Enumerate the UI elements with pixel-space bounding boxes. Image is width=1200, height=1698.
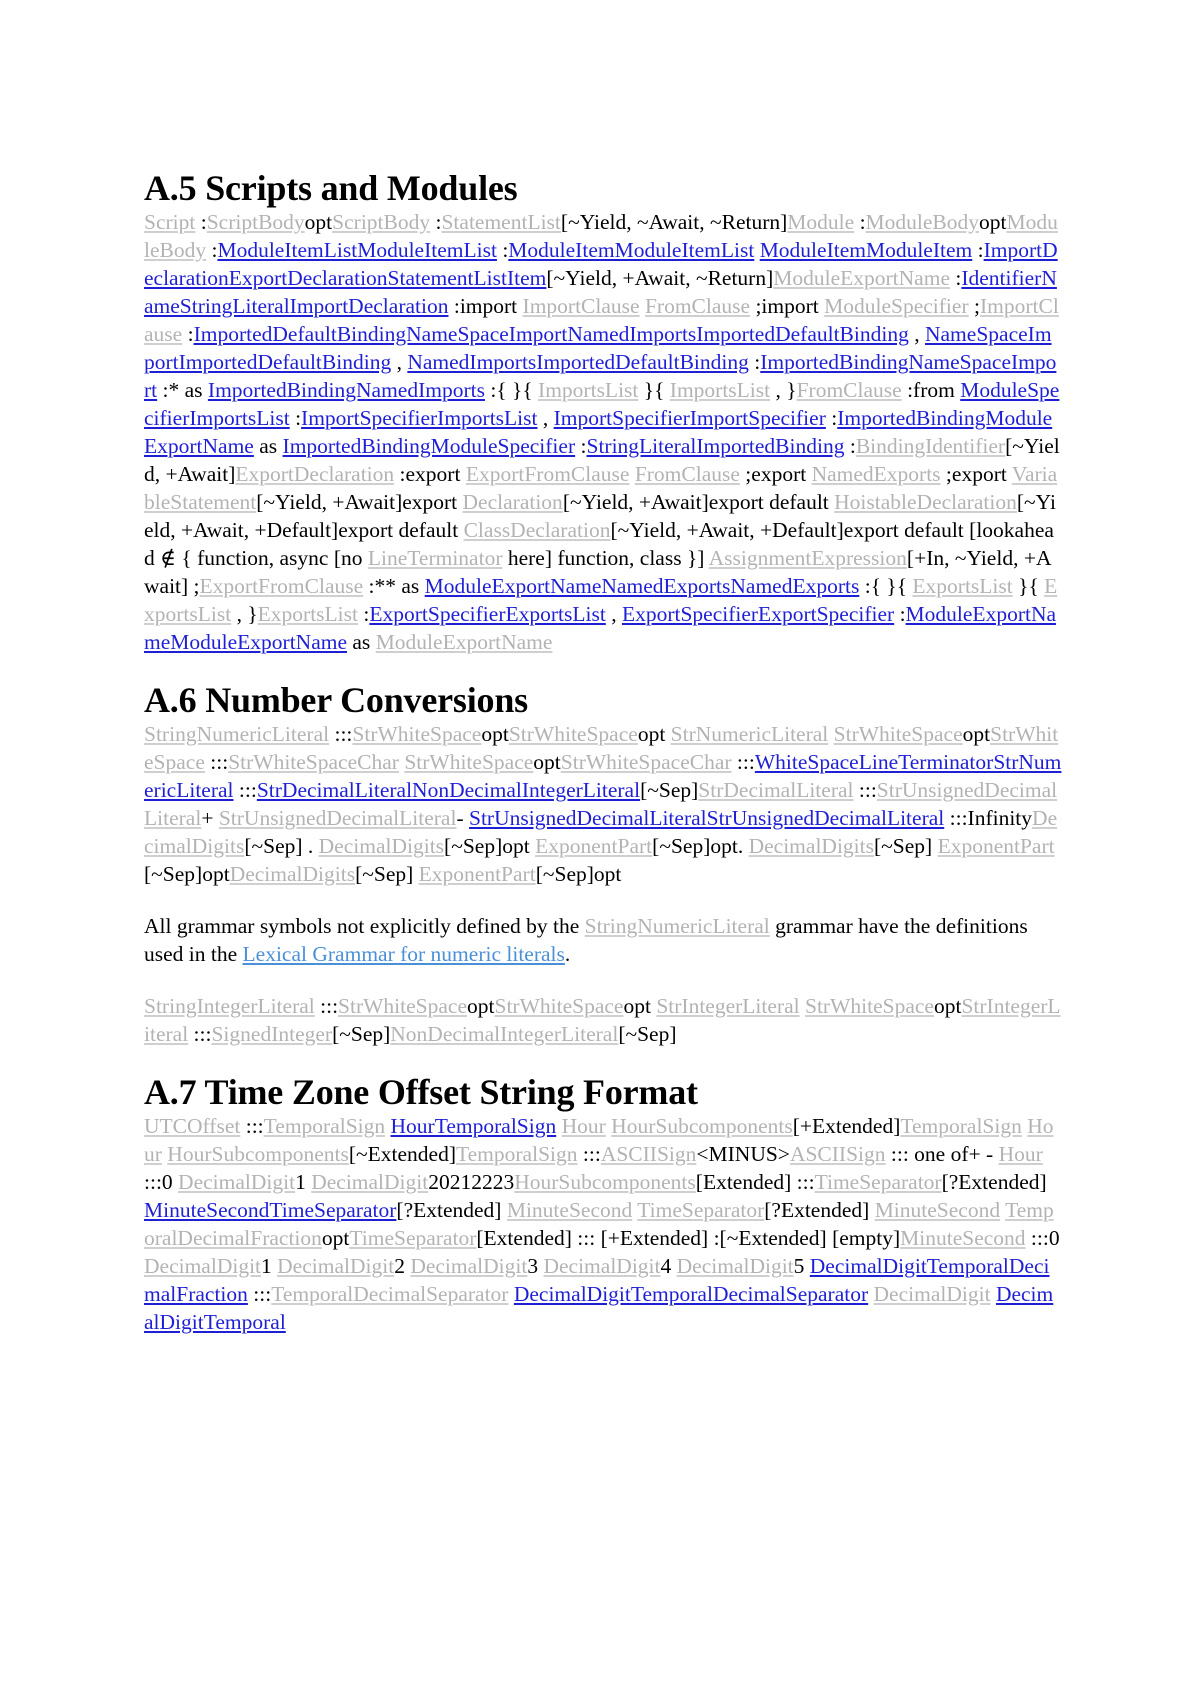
grammar-text: : (289, 406, 302, 430)
grammar-symbol-link[interactable]: ExportDeclaration (235, 462, 395, 486)
grammar-symbol-link[interactable]: TemporalSign (263, 1114, 386, 1138)
grammar-symbol-link[interactable]: HourSubcomponents (514, 1170, 696, 1194)
grammar-symbol-link[interactable]: ModuleExportNameModuleExportName (144, 602, 1057, 654)
grammar-text: ::: (314, 994, 339, 1018)
grammar-text: [+In, ~Yield, +Await] ; (144, 546, 1052, 598)
grammar-text: [Extended] ::: [+Extended] :[~Extended] [empty] (476, 1226, 901, 1250)
grammar-text: [~Sep] . (244, 834, 319, 858)
grammar-text: , (537, 406, 554, 430)
grammar-symbol-link[interactable]: ImportedBindingNamedImports (207, 378, 485, 402)
grammar-text: ; (968, 294, 980, 318)
grammar-symbol-link[interactable]: ModuleItemModuleItemList (508, 238, 755, 262)
grammar-symbol-link[interactable]: VariableStatement (144, 462, 1058, 514)
grammar-symbol-link[interactable]: ImportedBindingNameSpaceImport (144, 350, 1057, 402)
grammar-symbol-link[interactable]: StrIntegerLiteral (656, 994, 800, 1018)
grammar-text: ::: (188, 1022, 212, 1046)
grammar-text: :::0 (1025, 1226, 1060, 1250)
grammar-symbol-link[interactable]: ModuleExportName (773, 266, 950, 290)
grammar-text: , } (231, 602, 258, 626)
grammar-text: + (201, 806, 219, 830)
section-heading-number-conversions: A.6 Number Conversions (144, 680, 528, 720)
grammar-text: ::: (204, 750, 229, 774)
grammar-symbol-link[interactable]: IdentifierNameStringLiteralImportDeclaration (144, 266, 1057, 318)
grammar-text: ::: (853, 778, 877, 802)
grammar-text: ;export (739, 462, 812, 486)
grammar-symbol-link[interactable]: ImportSpecifierImportsList (301, 406, 538, 430)
grammar-symbol-link[interactable]: StringNumericLiteral (144, 722, 330, 746)
grammar-symbol-link[interactable]: StrDecimalLiteral (698, 778, 854, 802)
grammar-symbol-link[interactable]: ScriptBody (332, 210, 431, 234)
grammar-symbol-link[interactable]: StringIntegerLiteral (144, 994, 315, 1018)
grammar-symbol-link[interactable]: ImportedDefaultBindingNameSpaceImportNamedImportsImportedDefaultBinding (193, 322, 909, 346)
grammar-text: : (825, 406, 838, 430)
grammar-symbol-link[interactable]: ASCIISign (789, 1142, 886, 1166)
grammar-symbol-link[interactable]: StrUnsignedDecimalLiteral (218, 806, 457, 830)
grammar-symbol-link[interactable]: DecimalDigit (676, 1254, 794, 1278)
grammar-symbol-link[interactable]: HourSubcomponents (167, 1142, 349, 1166)
grammar-symbol-link[interactable]: DecimalDigit (144, 1254, 262, 1278)
grammar-block-string-integer-literal (144, 992, 1062, 1048)
grammar-symbol-link[interactable]: DecimalDigit (311, 1170, 429, 1194)
grammar-symbol-link[interactable]: DecimalDigits (748, 834, 874, 858)
grammar-symbol-link[interactable]: HourSubcomponents (611, 1114, 793, 1138)
grammar-symbol-link[interactable]: ScriptBody (206, 210, 305, 234)
grammar-text: [~Extended] (348, 1142, 456, 1166)
grammar-symbol-link[interactable]: ModuleSpecifierImportsList (144, 378, 1060, 430)
grammar-symbol-link[interactable]: BindingIdentifier (855, 434, 1006, 458)
grammar-text: [~Sep]opt (444, 834, 536, 858)
grammar-text: [~Yield, +Await, +Default]export default [lookahead ∉ { function, async [no (144, 518, 1054, 570)
grammar-symbol-link[interactable]: StrWhiteSpace (833, 722, 963, 746)
grammar-symbol-link[interactable]: FromClause (644, 294, 751, 318)
section-heading-scripts-modules: A.5 Scripts and Modules (144, 168, 518, 208)
document-page (144, 168, 1062, 1336)
grammar-symbol-link[interactable]: ModuleSpecifier (824, 294, 969, 318)
grammar-symbol-link[interactable]: Declaration (462, 490, 563, 514)
grammar-text: ::: (577, 1142, 601, 1166)
grammar-symbol-link[interactable]: ExportsList (257, 602, 358, 626)
grammar-text: : (430, 210, 442, 234)
grammar-text: ::: (329, 722, 353, 746)
grammar-symbol-link[interactable]: DecimalDigitTemporalDecimalFraction (144, 1254, 1050, 1306)
grammar-symbol-link[interactable]: Hour (561, 1114, 606, 1138)
grammar-text: opt (304, 210, 333, 234)
grammar-text: [~Sep] (618, 1022, 677, 1046)
grammar-text: [?Extended] (764, 1198, 875, 1222)
grammar-symbol-link[interactable]: NamedImportsImportedDefaultBinding (407, 350, 749, 374)
grammar-symbol-link[interactable]: LineTerminator (367, 546, 503, 570)
grammar-text: :export (394, 462, 466, 486)
grammar-symbol-link[interactable]: ExportFromClause (199, 574, 364, 598)
grammar-text: All grammar symbols not explicitly defined by the (144, 914, 585, 938)
grammar-symbol-link[interactable]: StringLiteralImportedBinding (586, 434, 845, 458)
grammar-text: : (894, 602, 906, 626)
grammar-symbol-link[interactable]: NonDecimalIntegerLiteral (390, 1022, 619, 1046)
grammar-text: 1 (261, 1254, 278, 1278)
grammar-text: [~Yield, +Await]export (256, 490, 463, 514)
grammar-symbol-link[interactable]: ClassDeclaration (463, 518, 611, 542)
grammar-symbol-link[interactable]: StrWhiteSpace (404, 750, 534, 774)
grammar-symbol-link[interactable]: StrWhiteSpaceChar (228, 750, 399, 774)
grammar-text: opt (321, 1226, 350, 1250)
grammar-text: [?Extended] (941, 1170, 1047, 1194)
grammar-symbol-link[interactable]: ExportsList (912, 574, 1013, 598)
grammar-text: <MINUS> (696, 1142, 790, 1166)
grammar-symbol-link[interactable]: ExportsList (144, 574, 1058, 626)
section-heading-time-zone-offset: A.7 Time Zone Offset String Format (144, 1072, 698, 1112)
grammar-symbol-link[interactable]: MinuteSecond (900, 1226, 1026, 1250)
grammar-symbol-link[interactable]: NameSpaceImportImportedDefaultBinding (144, 322, 1052, 374)
grammar-text: 5 (793, 1254, 810, 1278)
grammar-text: }{ (1012, 574, 1045, 598)
grammar-text: [~Yield, +Await, ~Return] (546, 266, 774, 290)
grammar-text: opt (467, 994, 495, 1018)
grammar-text: opt (933, 994, 962, 1018)
grammar-symbol-link[interactable]: DecimalDigit (277, 1254, 395, 1278)
grammar-text: :{ }{ (859, 574, 913, 598)
grammar-text: : (206, 238, 218, 262)
grammar-text: , (605, 602, 622, 626)
grammar-text: :* as (157, 378, 208, 402)
grammar-text: here] function, class }] (502, 546, 709, 570)
grammar-symbol-link[interactable]: ExportFromClause (465, 462, 630, 486)
grammar-text: : (854, 210, 866, 234)
grammar-symbol-link[interactable]: WhiteSpaceLineTerminatorStrNumericLiteral (144, 750, 1062, 802)
grammar-symbol-link[interactable]: TimeSeparator (814, 1170, 942, 1194)
grammar-block-scripts-modules (144, 208, 1062, 656)
grammar-text: ::: one of+ - (885, 1142, 999, 1166)
grammar-symbol-link[interactable]: ASCIISign (600, 1142, 697, 1166)
grammar-text: [+Extended] (792, 1114, 901, 1138)
grammar-symbol-link[interactable]: NamedExports (811, 462, 941, 486)
grammar-symbol-link[interactable]: ExponentPart (418, 862, 536, 886)
grammar-text: }{ (638, 378, 670, 402)
grammar-symbol-link[interactable]: ImportedBindingModuleSpecifier (282, 434, 576, 458)
grammar-text: ::: (731, 750, 755, 774)
grammar-text: 3 (527, 1254, 544, 1278)
grammar-text: :::Infinity (944, 806, 1033, 830)
grammar-text: :::0 (144, 1170, 179, 1194)
grammar-text: ::: (233, 778, 257, 802)
grammar-text: [~Sep] (873, 834, 938, 858)
grammar-block-string-numeric-literal (144, 720, 1062, 888)
grammar-symbol-link[interactable]: StrWhiteSpace (508, 722, 638, 746)
grammar-symbol-link[interactable]: StrUnsignedDecimalLiteralStrUnsignedDecimalLiteral (469, 806, 945, 830)
grammar-text: :import (448, 294, 523, 318)
grammar-symbol-link[interactable]: StrDecimalLiteralNonDecimalIntegerLiteral (256, 778, 641, 802)
grammar-symbol-link[interactable]: MinuteSecondTimeSeparator (144, 1198, 397, 1222)
grammar-text: :{ }{ (484, 378, 539, 402)
grammar-symbol-link[interactable]: TimeSeparator (637, 1198, 765, 1222)
grammar-symbol-link[interactable]: ModuleItemListModuleItemList (217, 238, 497, 262)
grammar-symbol-link[interactable]: ImportSpecifierImportSpecifier (553, 406, 826, 430)
grammar-symbol-link[interactable]: HoistableDeclaration (834, 490, 1017, 514)
grammar-text: [Extended] ::: (695, 1170, 815, 1194)
grammar-symbol-link[interactable]: Hour (998, 1142, 1043, 1166)
grammar-text: ::: (247, 1282, 272, 1306)
grammar-symbol-link[interactable]: Lexical Grammar for numeric literals (242, 942, 565, 966)
grammar-symbol-link[interactable]: ImportsList (669, 378, 771, 402)
grammar-text: ;import (750, 294, 825, 318)
grammar-symbol-link[interactable]: TemporalSign (456, 1142, 578, 1166)
grammar-symbol-link[interactable]: TemporalSign (900, 1114, 1022, 1138)
grammar-text: . (564, 942, 571, 966)
grammar-text: grammar have the definitions used in the (144, 914, 1028, 966)
grammar-symbol-link[interactable]: StrWhiteSpace (144, 722, 1059, 774)
grammar-symbol-link[interactable]: ExponentPart (535, 834, 653, 858)
grammar-symbol-link[interactable]: ModuleBody (144, 210, 1058, 262)
grammar-text: - (456, 806, 469, 830)
grammar-text: opt (481, 722, 509, 746)
grammar-symbol-link[interactable]: DecimalDigits (229, 862, 356, 886)
grammar-symbol-link[interactable]: StrWhiteSpace (494, 994, 624, 1018)
grammar-symbol-link[interactable]: ModuleExportName (375, 630, 553, 654)
grammar-text: [?Extended] (396, 1198, 507, 1222)
grammar-symbol-link[interactable]: ImportClause (522, 294, 640, 318)
grammar-symbol-link[interactable]: ModuleExportNameNamedExportsNamedExports (424, 574, 860, 598)
grammar-text: opt (962, 722, 991, 746)
grammar-symbol-link[interactable]: ModuleItemModuleItem (759, 238, 973, 262)
grammar-text: : (182, 322, 194, 346)
grammar-symbol-link[interactable]: StrIntegerLiteral (144, 994, 1061, 1046)
grammar-symbol-link[interactable]: FromClause (796, 378, 902, 402)
grammar-text: , (908, 322, 925, 346)
grammar-symbol-link[interactable]: ImportedBindingModuleExportName (144, 406, 1053, 458)
grammar-symbol-link[interactable]: MinuteSecond (874, 1198, 1001, 1222)
grammar-symbol-link[interactable]: StrWhiteSpace (804, 994, 934, 1018)
grammar-text: [~Yield, +Await]export default (562, 490, 835, 514)
grammar-text: opt (623, 994, 657, 1018)
grammar-symbol-link[interactable]: AssignmentExpression (708, 546, 907, 570)
grammar-text: :from (901, 378, 961, 402)
grammar-symbol-link[interactable]: StringNumericLiteral (584, 914, 770, 938)
grammar-text: ::: (240, 1114, 264, 1138)
grammar-symbol-link[interactable]: StrWhiteSpace (352, 722, 482, 746)
grammar-text: : (950, 266, 962, 290)
grammar-symbol-link[interactable]: DecimalDigit (873, 1282, 991, 1306)
grammar-text: as (253, 434, 283, 458)
grammar-text: opt (637, 722, 671, 746)
grammar-text: opt (533, 750, 561, 774)
grammar-symbol-link[interactable]: ImportClause (144, 294, 1059, 346)
grammar-symbol-link[interactable]: DecimalDigits (144, 806, 1058, 858)
grammar-symbol-link[interactable]: ModuleBody (865, 210, 980, 234)
grammar-text: [~Yield, ~Await, ~Return] (560, 210, 788, 234)
grammar-text: : (358, 602, 370, 626)
grammar-symbol-link[interactable]: ImportsList (538, 378, 639, 402)
grammar-text: : (195, 210, 207, 234)
grammar-symbol-link[interactable]: TemporalDecimalSeparator (271, 1282, 509, 1306)
grammar-symbol-link[interactable]: StrWhiteSpace (338, 994, 468, 1018)
grammar-text: [~Sep] (355, 862, 419, 886)
grammar-text: , (391, 350, 408, 374)
grammar-symbol-link[interactable]: DecimalDigitTemporalDecimalSeparator (513, 1282, 869, 1306)
grammar-symbol-link[interactable]: DecimalDigitTemporal (144, 1282, 1054, 1334)
grammar-text: [~Sep]opt (535, 862, 622, 886)
grammar-text: : (844, 434, 856, 458)
grammar-text: [~Sep]opt (144, 862, 230, 886)
grammar-text: : (748, 350, 761, 374)
grammar-text: : (575, 434, 587, 458)
grammar-symbol-link[interactable]: ExportSpecifierExportsList (369, 602, 606, 626)
grammar-symbol-link[interactable]: DecimalDigit (178, 1170, 296, 1194)
grammar-symbol-link[interactable]: ExportSpecifierExportSpecifier (621, 602, 895, 626)
grammar-text: as (347, 630, 376, 654)
grammar-symbol-link[interactable]: StrWhiteSpaceChar (560, 750, 732, 774)
grammar-text: 20212223 (428, 1170, 515, 1194)
note-paragraph (144, 912, 1062, 968)
grammar-text: [~Yield, +Await, +Default]export default (144, 490, 1056, 542)
grammar-text: : (496, 238, 509, 262)
grammar-symbol-link[interactable]: DecimalDigit (543, 1254, 661, 1278)
grammar-symbol-link[interactable]: UTCOffset (144, 1114, 241, 1138)
grammar-text: [~Sep]opt. (652, 834, 749, 858)
grammar-symbol-link[interactable]: TimeSeparator (349, 1226, 477, 1250)
grammar-symbol-link[interactable]: Script (144, 210, 196, 234)
grammar-text: 2 (394, 1254, 411, 1278)
grammar-symbol-link[interactable]: StatementList (441, 210, 561, 234)
grammar-text: [~Sep] (640, 778, 699, 802)
grammar-text: 1 (295, 1170, 312, 1194)
grammar-symbol-link[interactable]: StrNumericLiteral (670, 722, 829, 746)
grammar-text: : (972, 238, 984, 262)
grammar-symbol-link[interactable]: Hour (144, 1114, 1054, 1166)
grammar-text: 4 (660, 1254, 677, 1278)
grammar-symbol-link[interactable]: Module (787, 210, 855, 234)
grammar-symbol-link[interactable]: SignedInteger (211, 1022, 333, 1046)
grammar-symbol-link[interactable]: TemporalDecimalFraction (144, 1198, 1054, 1250)
grammar-symbol-link[interactable]: StrUnsignedDecimalLiteral (144, 778, 1058, 830)
grammar-symbol-link[interactable]: DecimalDigits (318, 834, 445, 858)
grammar-text: ;export (940, 462, 1012, 486)
grammar-symbol-link[interactable]: ImportDeclarationExportDeclarationStatementListItem (144, 238, 1058, 290)
grammar-symbol-link[interactable]: MinuteSecond (506, 1198, 633, 1222)
grammar-text: :** as (363, 574, 425, 598)
grammar-text: , } (770, 378, 797, 402)
grammar-text: opt (979, 210, 1007, 234)
grammar-text: [~Sep] (332, 1022, 391, 1046)
grammar-symbol-link[interactable]: HourTemporalSign (390, 1114, 557, 1138)
grammar-symbol-link[interactable]: DecimalDigit (410, 1254, 528, 1278)
grammar-symbol-link[interactable]: FromClause (634, 462, 740, 486)
grammar-symbol-link[interactable]: ExponentPart (937, 834, 1055, 858)
grammar-text: [~Yield, +Await] (144, 434, 1060, 486)
grammar-block-utc-offset (144, 1112, 1062, 1336)
